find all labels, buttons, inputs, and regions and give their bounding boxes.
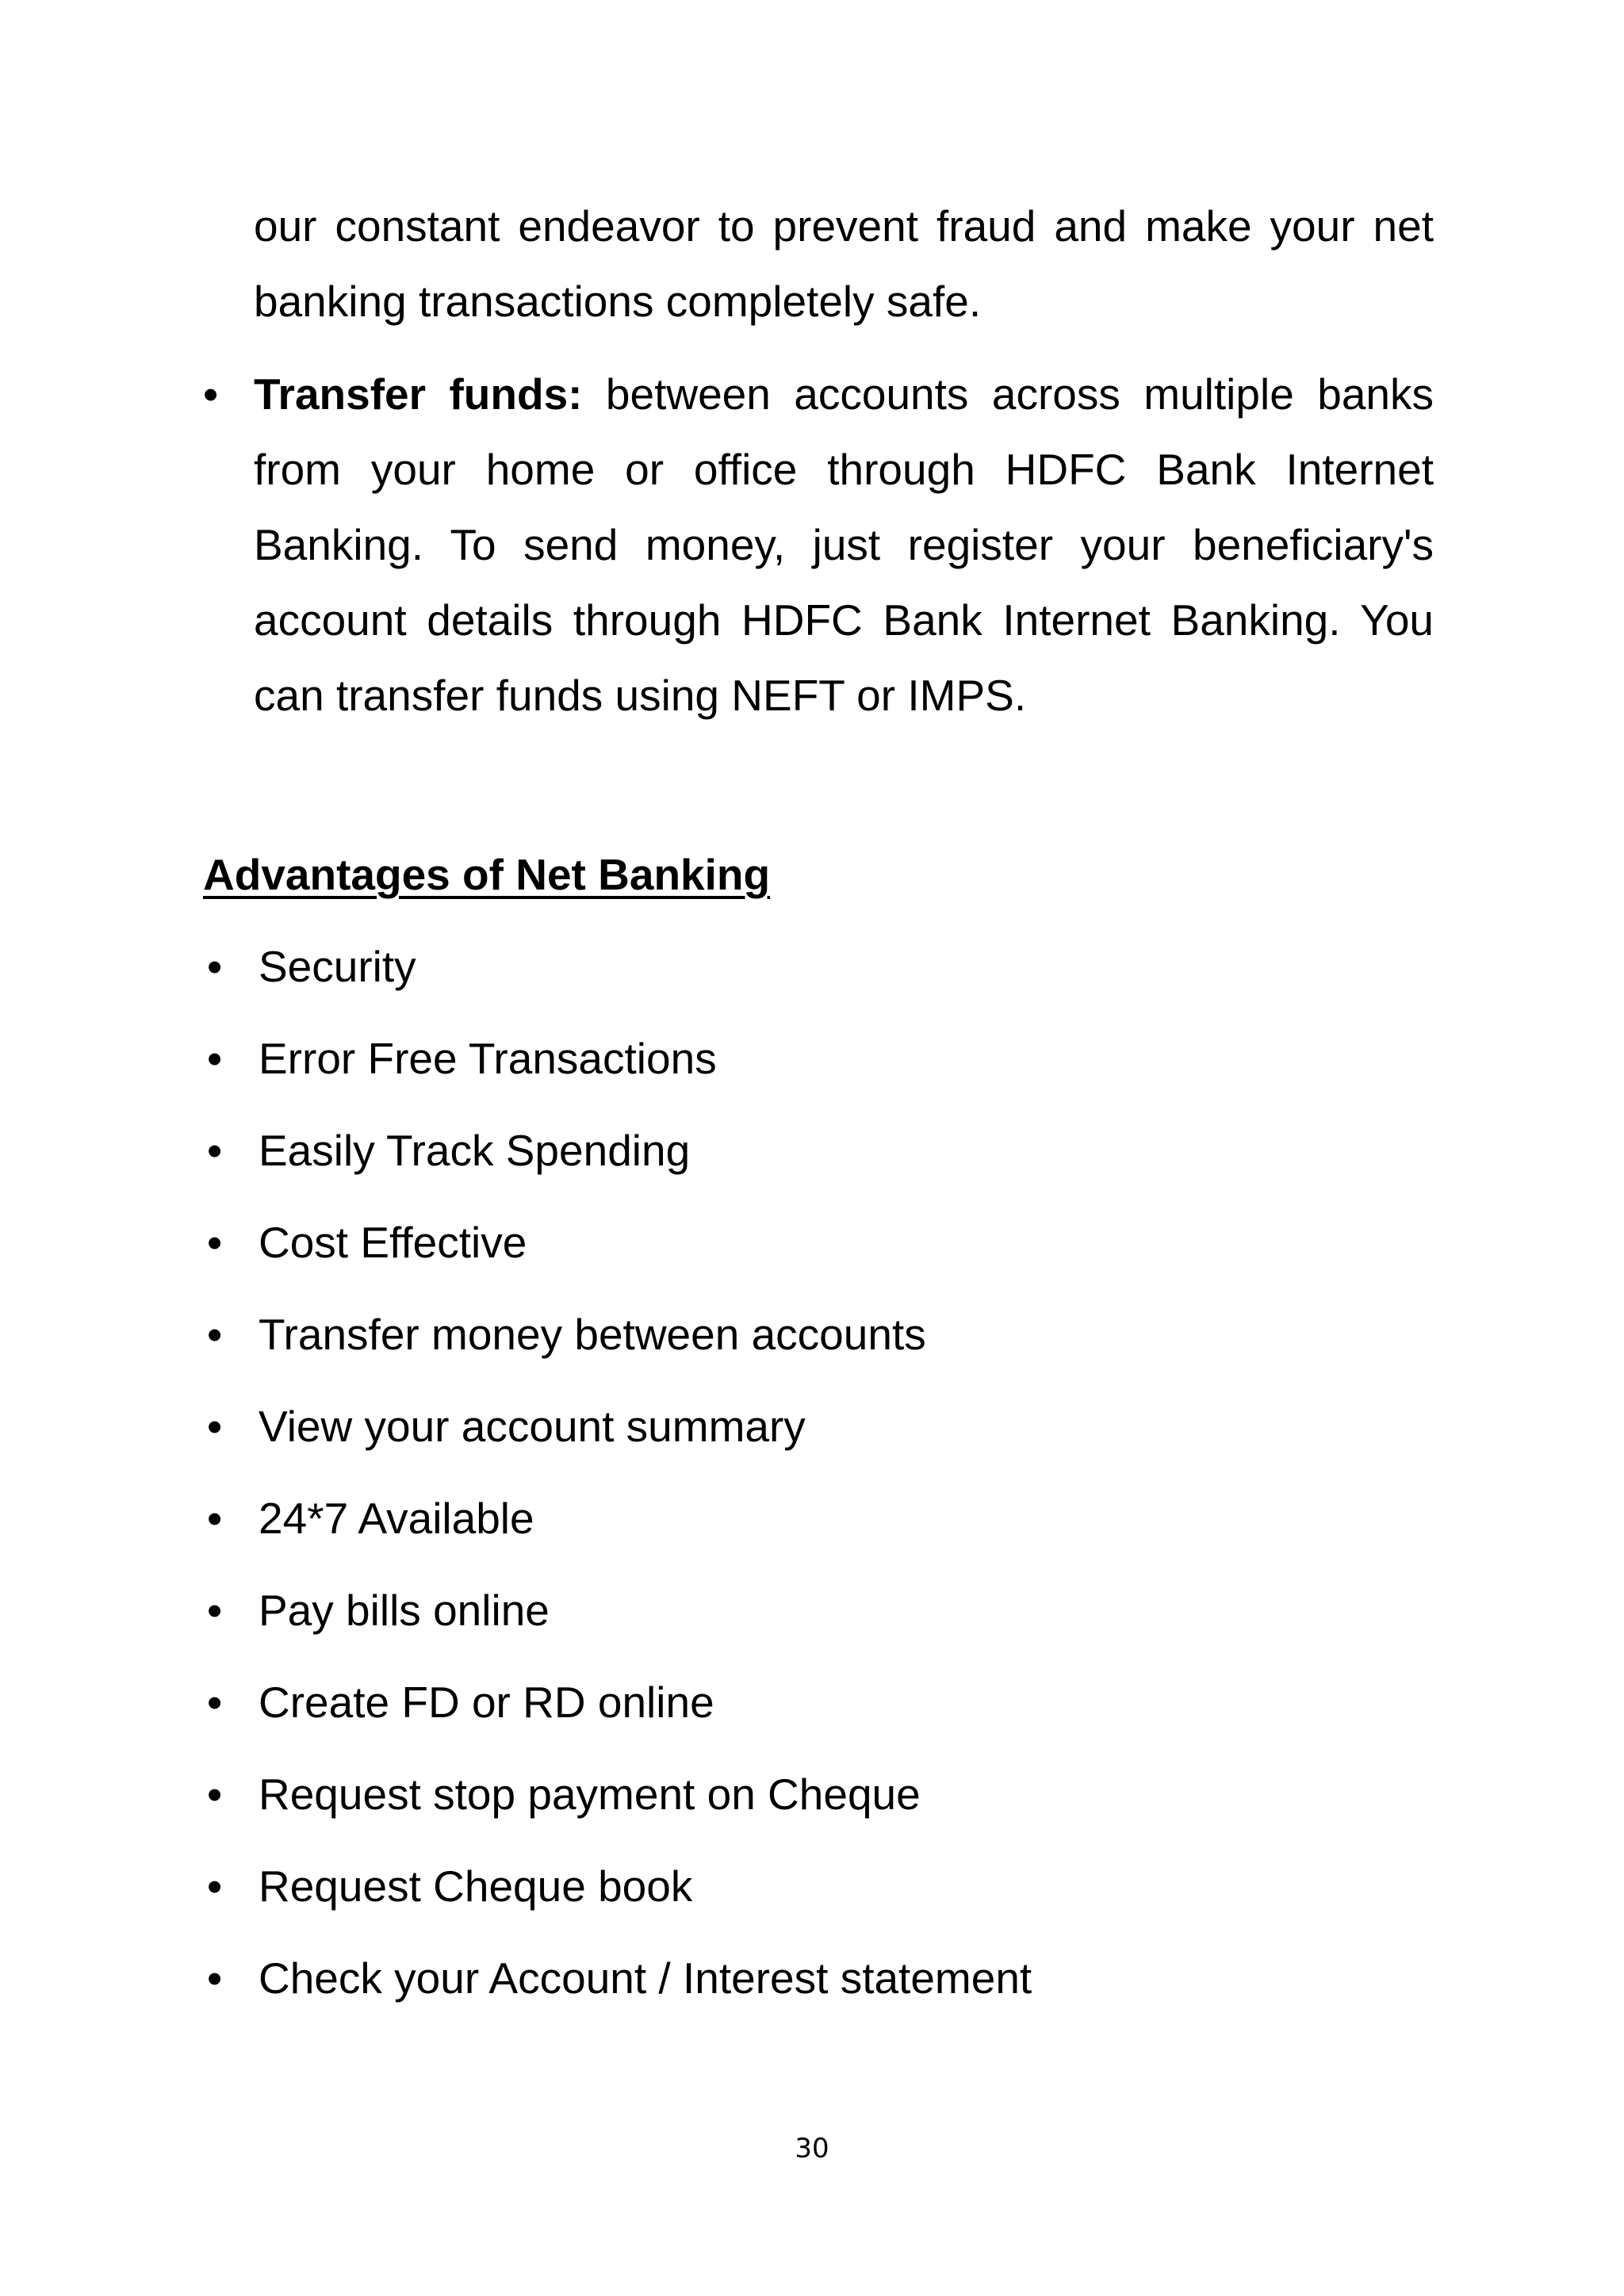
bullet-icon: • (207, 1862, 223, 1911)
list-item-text: Transfer money between accounts (259, 1310, 926, 1359)
bullet-icon: • (207, 1770, 223, 1819)
list-item-text: Error Free Transactions (259, 1034, 717, 1083)
advantages-heading: Advantages of Net Banking (203, 850, 771, 899)
bullet-icon: • (207, 1494, 223, 1543)
list-item-text: View your account summary (259, 1402, 806, 1451)
bullet-icon: • (207, 1954, 223, 2003)
bullet-icon: • (207, 942, 223, 991)
bullet-icon: • (207, 1310, 223, 1359)
bullet-icon: • (207, 1402, 223, 1451)
list-item-text: Pay bills online (259, 1586, 550, 1635)
bullet-icon: • (203, 369, 219, 419)
list-item-text: 24*7 Available (259, 1494, 534, 1543)
transfer-funds-body (254, 357, 1434, 733)
continuation-line-1: our constant endeavor to prevent fraud and make your net (254, 201, 1434, 251)
transfer-funds-item (203, 357, 1434, 733)
transfer-funds-label: Transfer funds: (254, 369, 583, 419)
bullet-icon: • (207, 1678, 223, 1727)
bullet-icon: • (207, 1126, 223, 1175)
continuation-paragraph (254, 189, 1434, 339)
list-item-text: Cost Effective (259, 1218, 527, 1267)
list-item-text: Check your Account / Interest statement (259, 1954, 1032, 2003)
list-item-text: Create FD or RD online (259, 1678, 714, 1727)
list-item-text: Request Cheque book (259, 1862, 693, 1911)
page-number: 30 (795, 2133, 829, 2164)
list-item-text: Request stop payment on Cheque (259, 1770, 921, 1819)
bullet-icon: • (207, 1034, 223, 1083)
bullet-icon: • (207, 1586, 223, 1635)
list-item-text: Security (259, 942, 416, 991)
continuation-line-2: banking transactions completely safe. (254, 277, 982, 326)
list-item-text: Easily Track Spending (259, 1126, 691, 1175)
bullet-icon: • (207, 1218, 223, 1267)
transfer-funds-text: between accounts across multiple banks from your home or office through HDFC Bank Internet Banking. To send money, just register your beneficiary's account details through HDFC Bank Internet Banking. You can transfer funds using NEFT or IMPS. (254, 369, 1434, 720)
